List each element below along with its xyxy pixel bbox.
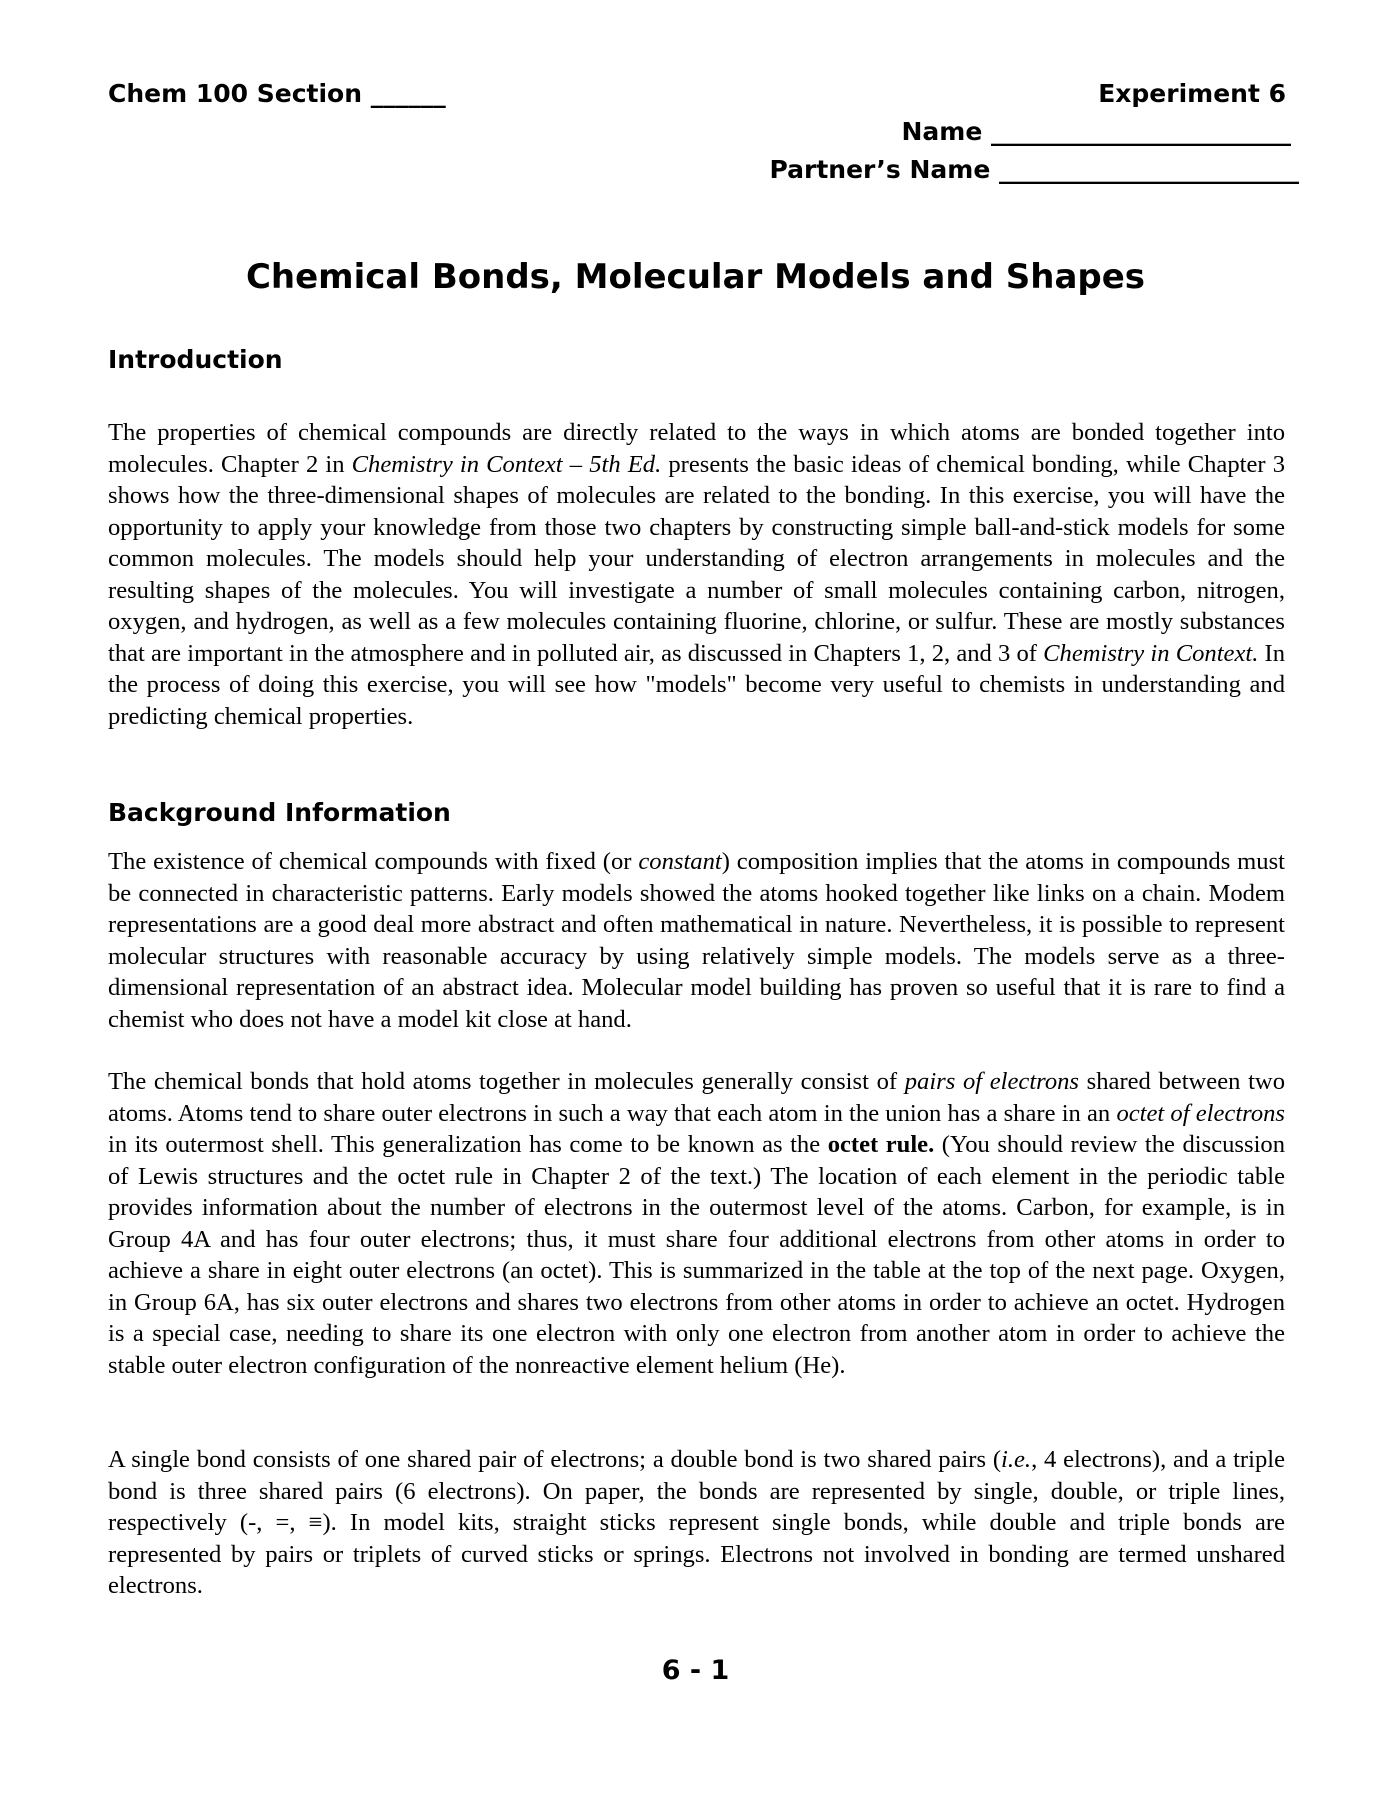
text-run: presents the basic ideas of chemical bonding, while Chapter 3 shows how the three-dimensional shapes of molecules are related to the bonding. In this exercise, you will have the opportunity to apply your knowledge from those two chapters by constructing simple ball-and-stick models for some common molecules. The models should help your understanding of electron arrangements in molecules and the resulting shapes of the molecules. You will investigate a number of small molecules containing carbon, nitrogen, oxygen, and hydrogen, as well as a few molecules containing fluorine, chlorine, or sulfur. These are mostly substances that are important in the atmosphere and in polluted air, as discussed in Chapters 1, 2, and 3 of (108, 450, 1285, 667)
book-title-italic: Chemistry in Context – 5th Ed. (351, 450, 662, 478)
text-run: ) composition implies that the atoms in compounds must be connected in characteristic patterns. Early models showed the atoms hooked together like links on a chain. Modem representations are a good deal more abstract and often mathematical in nature. Nevertheless, it is possible to represent molecular structures with reasonable accuracy by using relatively simple models. The models serve as a three-dimensional representation of an abstract idea. Molecular model building has proven so useful that it is rare to find a chemist who does not have a model kit close at hand. (108, 848, 1285, 1033)
background-heading: Background Information (108, 798, 451, 827)
text-run: The properties of chemical compounds are directly related to the ways in which atoms are bonded together into molecules. Chapter 2 in (108, 419, 1285, 478)
book-title-italic: Chemistry in Context. (1043, 639, 1259, 667)
text-run: (You should review the discussion of Lewis structures and the octet rule in Chapter 2 of the text.) The location of each element in the periodic table provides information about the number of electrons in the outermost level of the atoms. Carbon, for example, is in Group 4A and has four outer electrons; thus, it must share four additional electrons from other atoms in order to achieve a share in eight outer electrons (an octet). This is summarized in the table at the top of the next page. Oxygen, in Group 6A, has six outer electrons and shares two electrons from other atoms in order to achieve an octet. Hydrogen is a special case, needing to share its one electron with only one electron from another atom in order to achieve the stable outer electron configuration of the nonreactive element helium (He). (108, 1131, 1285, 1379)
text-run: The existence of chemical compounds with fixed (or (108, 848, 639, 875)
background-paragraph-2 (108, 1066, 1285, 1381)
emphasis-italic: i.e. (1001, 1446, 1032, 1473)
text-run: The chemical bonds that hold atoms together in molecules generally consist of (108, 1068, 905, 1095)
course-section-label: Chem 100 Section ______ (108, 79, 446, 108)
experiment-number: Experiment 6 (1098, 79, 1286, 108)
text-run: , 4 electrons), and a triple bond is three shared pairs (6 electrons). On paper, the bonds are represented by single, double, or triple lines, respectively (-, =, ≡). In model kits, straight sticks represent single bonds, while double and triple bonds are represented by pairs or triplets of curved sticks or springs. Electrons not involved in bonding are termed unshared electrons. (108, 1446, 1285, 1599)
emphasis-italic: pairs of electrons (904, 1068, 1079, 1095)
text-run: shared between two atoms. Atoms tend to share outer electrons in such a way that each atom in the union has a share in an (108, 1068, 1285, 1127)
introduction-heading: Introduction (108, 345, 283, 374)
background-paragraph-1 (108, 846, 1285, 1035)
text-run: In the process of doing this exercise, you will see how "models" become very useful to chemists in understanding and predicting chemical properties. (108, 639, 1286, 730)
page-number: 6 - 1 (661, 1655, 730, 1686)
emphasis-italic: constant (638, 848, 722, 875)
page-title: Chemical Bonds, Molecular Models and Shapes (245, 257, 1146, 297)
text-run: in its outermost shell. This generalization has come to be known as the (108, 1131, 828, 1158)
octet-rule-bold: octet rule. (827, 1131, 935, 1158)
text-run: A single bond consists of one shared pair of electrons; a double bond is two shared pairs ( (108, 1446, 1002, 1473)
emphasis-italic: octet of electrons (1116, 1099, 1285, 1127)
name-field-label: Name ________________________ (901, 117, 1291, 146)
introduction-paragraph (108, 417, 1285, 732)
partner-name-field-label: Partner’s Name ________________________ (769, 155, 1299, 184)
background-paragraph-3 (108, 1444, 1285, 1602)
